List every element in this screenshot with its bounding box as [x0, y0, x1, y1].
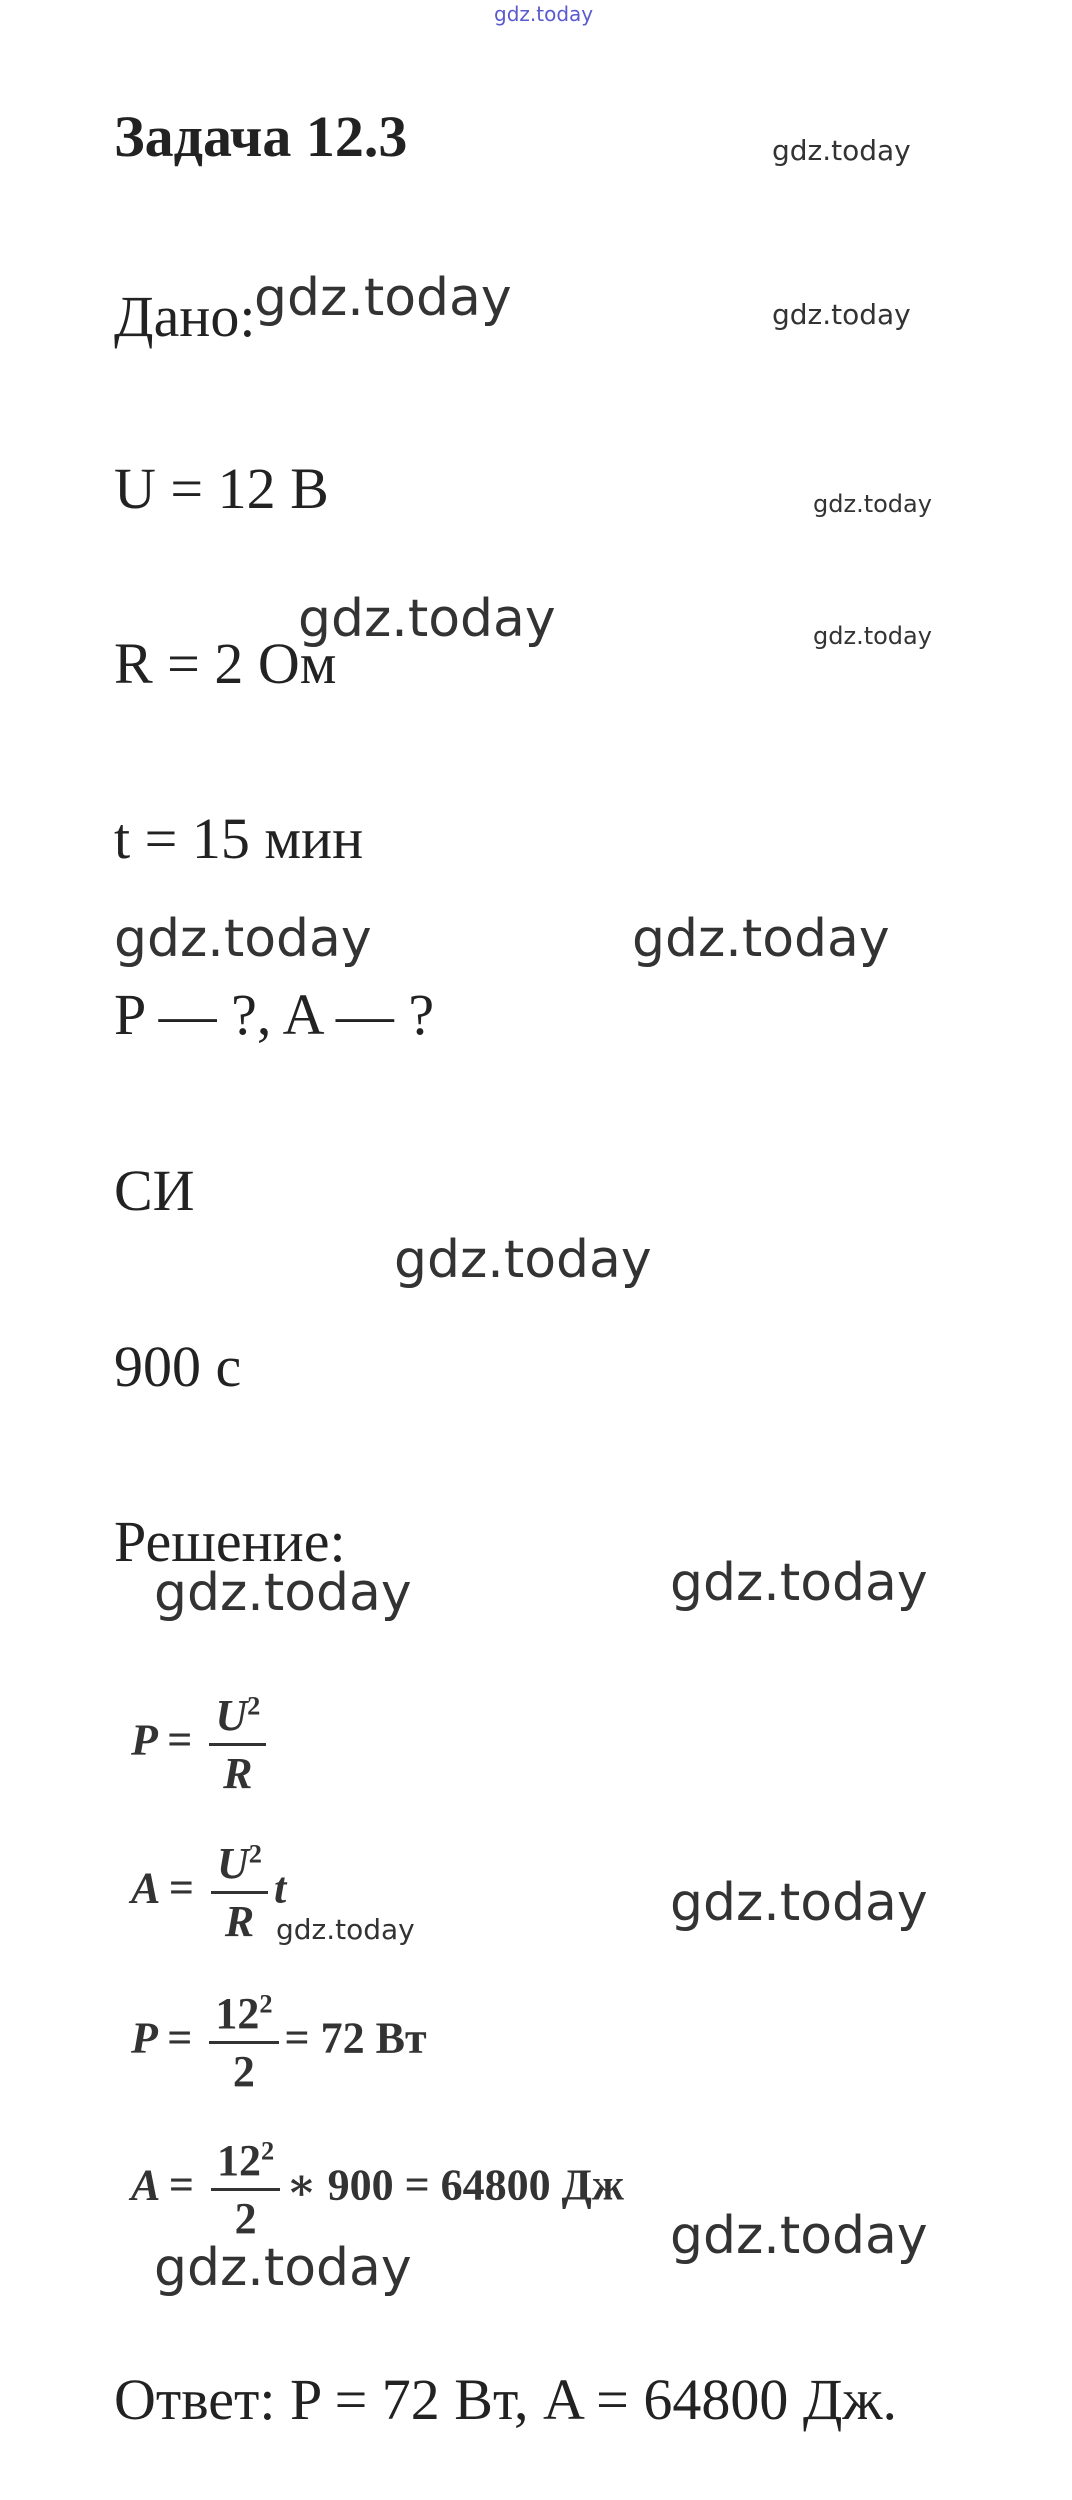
- si-value: 900 с: [114, 1334, 242, 1399]
- given-voltage: U = 12 В: [114, 456, 329, 521]
- watermark: gdz.today: [772, 134, 911, 167]
- fraction: $\frac{12^2}{2}$: [209, 1988, 278, 2097]
- watermark: gdz.today: [154, 2238, 412, 2298]
- fraction: $\frac{U^2}{R}$: [211, 1838, 268, 1947]
- fraction: $\frac{12^2}{2}$: [211, 2135, 280, 2244]
- answer: Ответ: P = 72 Вт, A = 64800 Дж.: [114, 2367, 897, 2432]
- si-label: СИ: [114, 1158, 195, 1223]
- watermark: gdz.today: [632, 909, 890, 969]
- formula-work-calc: A = $\frac{12^2}{2}$ ∗ 900 = 64800 Дж: [131, 2135, 624, 2243]
- fraction: $\frac{U^2}{R}$: [209, 1690, 266, 1799]
- formula-work: A = $\frac{U^2}{R}$ t: [131, 1838, 287, 1946]
- watermark: gdz.today: [670, 1553, 928, 1613]
- watermark: gdz.today: [670, 1873, 928, 1933]
- watermark: gdz.today: [276, 1913, 415, 1946]
- watermark: gdz.today: [298, 589, 556, 649]
- watermark: gdz.today: [813, 490, 932, 518]
- watermark: gdz.today: [813, 622, 932, 650]
- watermark: gdz.today: [394, 1230, 652, 1290]
- formula-lhs: P: [131, 1715, 157, 1765]
- watermark: gdz.today: [114, 909, 372, 969]
- given-time: t = 15 мин: [114, 806, 364, 871]
- watermark: gdz.today: [154, 1563, 412, 1623]
- problem-title: Задача 12.3: [114, 104, 408, 169]
- given-resistance: R = 2 Ом: [114, 631, 337, 696]
- given-find: P — ?, A — ?: [114, 982, 435, 1047]
- solution-label: Решение:: [114, 1509, 346, 1574]
- watermark: gdz.today: [772, 298, 911, 331]
- formula-power-calc: P = $\frac{12^2}{2}$ = 72 Вт: [131, 1988, 427, 2096]
- watermark: gdz.today: [254, 268, 512, 328]
- formula-power: P = $\frac{U^2}{R}$: [131, 1690, 272, 1799]
- watermark: gdz.today: [670, 2206, 928, 2266]
- watermark-top: gdz.today: [494, 2, 594, 26]
- given-label: Дано:: [114, 284, 256, 349]
